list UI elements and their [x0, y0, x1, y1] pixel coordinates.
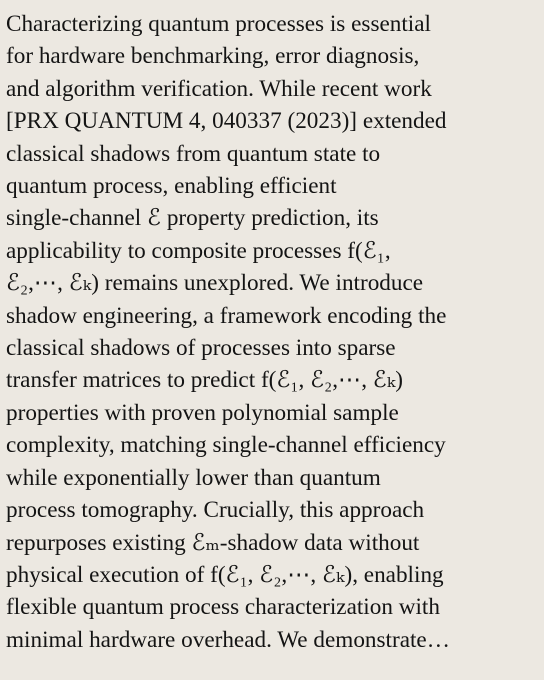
abstract-line-10: shadow engineering, a framework encoding the [6, 302, 447, 329]
abstract-line-14: complexity, matching single-channel efficiency [6, 432, 446, 459]
abstract-line-11: classical shadows of processes into sparse [6, 335, 396, 362]
abstract-line-5: classical shadows from quantum state to [6, 140, 381, 167]
abstract-line-3: and algorithm verification. While recent work [6, 75, 432, 102]
abstract-line-7: single-channel ℰ property prediction, its [6, 205, 379, 232]
abstract-line-2: for hardware benchmarking, error diagnosis, [6, 43, 420, 70]
abstract-line-1: Characterizing quantum processes is essential [6, 11, 431, 37]
abstract-line-13: properties with proven polynomial sample [6, 399, 399, 426]
abstract-line-15: while exponentially lower than quantum [6, 464, 381, 491]
abstract-line-19: flexible quantum process characterization with [6, 594, 440, 621]
abstract-line-8: applicability to composite processes f(ℰ₁, [6, 237, 391, 264]
abstract-line-6: quantum process, enabling efficient [6, 173, 337, 200]
abstract-line-20: minimal hardware overhead. We demonstrate… [6, 626, 450, 653]
abstract-line-16: process tomography. Crucially, this approach [6, 497, 425, 524]
abstract-line-4: [PRX QUANTUM 4, 040337 (2023)] extended [6, 108, 447, 135]
abstract-line-12: transfer matrices to predict f(ℰ₁, ℰ₂,⋯, ℰₖ) [6, 367, 404, 394]
abstract-line-18: physical execution of f(ℰ₁, ℰ₂,⋯, ℰₖ), enabling [6, 561, 444, 588]
abstract-line-9: ℰ₂,⋯, ℰₖ) remains unexplored. We introduce [6, 270, 424, 297]
abstract-line-17: repurposes existing ℰₘ-shadow data without [6, 529, 420, 556]
abstract-text [6, 8, 538, 656]
